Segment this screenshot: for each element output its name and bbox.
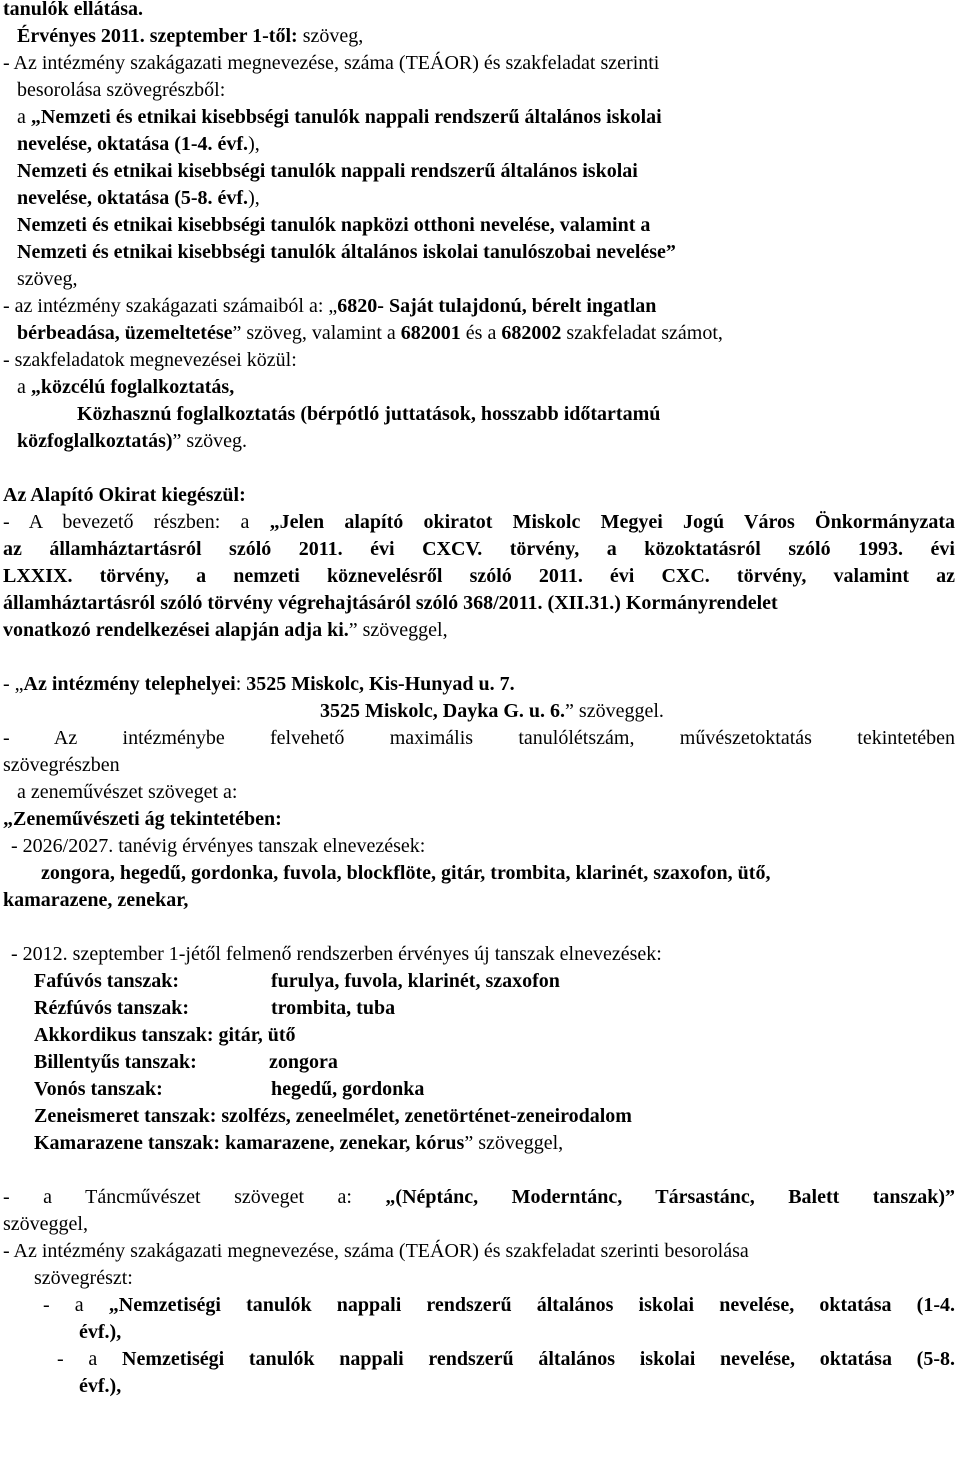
text-line xyxy=(3,752,120,779)
bold-text: „Nemzetiségi tanulók nappali rendszerű általános iskolai nevelése, oktatása (1-4. xyxy=(108,1294,955,1316)
bold-text: Rézfúvós tanszak: xyxy=(34,997,189,1019)
text-line xyxy=(17,266,78,293)
text: - 2026/2027. tanévig érvényes tanszak elnevezések: xyxy=(11,835,426,857)
text: besorolása szövegrészből: xyxy=(17,79,226,101)
text-line xyxy=(3,806,282,833)
bold-text: Billentyűs tanszak: xyxy=(34,1051,197,1073)
text-line xyxy=(17,104,662,131)
bold-text: „Nemzeti és etnikai kisebbségi tanulók nappali rendszerű általános iskolai xyxy=(30,106,662,128)
text: szövegrészben xyxy=(3,754,120,776)
text-line xyxy=(34,1103,632,1130)
text-line xyxy=(17,428,247,455)
text-line xyxy=(11,833,425,860)
text: - a xyxy=(43,1294,109,1316)
text-line xyxy=(3,482,246,509)
bold-text: hegedű, gordonka xyxy=(271,1078,425,1100)
bold-text: nevelése, oktatása (5-8. évf. xyxy=(17,187,249,209)
text-line xyxy=(3,887,188,914)
text: a xyxy=(17,376,31,398)
bold-text: zongora xyxy=(269,1051,338,1073)
text-line xyxy=(3,509,955,536)
text-line xyxy=(320,698,664,725)
bold-text: kamarazene, zenekar, xyxy=(3,889,189,911)
text-line xyxy=(3,1184,955,1211)
bold-text: az államháztartásról szóló 2011. évi CXCV. törvény, a közoktatásról szóló 1993. évi xyxy=(3,538,955,560)
bold-text: „Jelen alapító okiratot Miskolc Megyei Jogú Város Önkormányzata xyxy=(269,511,956,533)
text: a zeneművészet szöveget a: xyxy=(17,781,238,803)
text: - a Táncművészet szöveget a: xyxy=(3,1186,386,1208)
text-line xyxy=(77,401,660,428)
text: - 2012. szeptember 1-jétől felmenő rendszerben érvényes új tanszak elnevezések: xyxy=(11,943,662,965)
text-line xyxy=(17,158,638,185)
text: és a xyxy=(460,322,502,344)
bold-text: bérbeadása, üzemeltetése xyxy=(17,322,233,344)
text-line xyxy=(3,347,297,374)
bold-text: évf.), xyxy=(79,1375,122,1397)
text-line xyxy=(17,779,237,806)
bold-text: Fafúvós tanszak: xyxy=(34,970,180,992)
bold-text: Az intézmény telephelyei xyxy=(23,673,236,695)
text-line xyxy=(17,320,723,347)
text: - az intézmény szakágazati számaiból a: „ xyxy=(3,295,338,317)
bold-text: Nemzeti és etnikai kisebbségi tanulók általános iskolai tanulószobai nevelése” xyxy=(17,241,676,263)
text: - Az intézmény szakágazati megnevezése, száma (TEÁOR) és szakfeladat szerinti besorolása xyxy=(3,1240,749,1262)
text-line xyxy=(17,374,234,401)
bold-text: tanulók ellátása. xyxy=(3,0,144,20)
text-line xyxy=(271,968,560,995)
bold-text: Nemzeti és etnikai kisebbségi tanulók nappali rendszerű általános iskolai xyxy=(17,160,638,182)
text: - szakfeladatok megnevezései közül: xyxy=(3,349,297,371)
text: szövegrészt: xyxy=(34,1267,133,1289)
text-line xyxy=(17,239,676,266)
text-line xyxy=(17,23,363,50)
bold-text: Nemzetiségi tanulók nappali rendszerű általános iskolai nevelése, oktatása (5-8. xyxy=(122,1348,955,1370)
text-line xyxy=(3,536,955,563)
bold-text: Vonós tanszak: xyxy=(34,1078,163,1100)
bold-text: 6820- Saját tulajdonú, bérelt ingatlan xyxy=(337,295,657,317)
text: ” szöveg, valamint a xyxy=(232,322,401,344)
text-line xyxy=(34,1130,563,1157)
text-line xyxy=(3,671,515,698)
bold-text: „Zeneművészeti ág tekintetében: xyxy=(3,808,282,830)
text-line xyxy=(43,1292,955,1319)
text: - Az intézménybe felvehető maximális tanulólétszám, művészetoktatás tekintetében xyxy=(3,727,955,749)
bold-text: 682001 xyxy=(400,322,461,344)
text-line xyxy=(17,131,260,158)
text-line xyxy=(3,50,659,77)
bold-text: Kamarazene tanszak: kamarazene, zenekar, kórus xyxy=(34,1132,465,1154)
text: ” szöveggel. xyxy=(565,700,664,722)
bold-text: évf.), xyxy=(79,1321,122,1343)
text-line xyxy=(79,1319,121,1346)
text-line xyxy=(3,725,955,752)
text-line xyxy=(3,617,448,644)
text-line xyxy=(3,293,656,320)
text: ), xyxy=(248,133,260,155)
text-line xyxy=(3,1238,749,1265)
bold-text: közfoglalkoztatás) xyxy=(17,430,173,452)
text-line xyxy=(34,1076,163,1103)
text: - A bevezető részben: a xyxy=(3,511,270,533)
text-line xyxy=(79,1373,121,1400)
bold-text: Zeneismeret tanszak: szolfézs, zeneelmélet, zenetörténet-zeneirodalom xyxy=(34,1105,632,1127)
text-line xyxy=(34,1049,197,1076)
text: ” szöveggel, xyxy=(464,1132,564,1154)
text-line xyxy=(3,0,143,23)
bold-text: Akkordikus tanszak: gitár, ütő xyxy=(34,1024,296,1046)
bold-text: furulya, fuvola, klarinét, szaxofon xyxy=(271,970,560,992)
text: - „ xyxy=(3,673,24,695)
text: a xyxy=(17,106,31,128)
bold-text: Érvényes 2011. szeptember 1-től: xyxy=(17,25,298,47)
text-line xyxy=(271,1076,424,1103)
text-line xyxy=(11,941,662,968)
text: szöveg, xyxy=(17,268,78,290)
text-line xyxy=(17,185,260,212)
text: szakfeladat számot, xyxy=(561,322,723,344)
bold-text: Az Alapító Okirat kiegészül: xyxy=(3,484,246,506)
bold-text: Nemzeti és etnikai kisebbségi tanulók napközi otthoni nevelése, valamint a xyxy=(17,214,651,236)
text-line xyxy=(3,590,778,617)
bold-text: vonatkozó rendelkezései alapján adja ki. xyxy=(3,619,349,641)
bold-text: zongora, hegedű, gordonka, fuvola, blockflöte, gitár, trombita, klarinét, szaxofon, ütő, xyxy=(41,862,771,884)
text-line xyxy=(34,1022,296,1049)
text: szöveggel, xyxy=(3,1213,88,1235)
text-line xyxy=(269,1049,338,1076)
bold-text: 682002 xyxy=(501,322,562,344)
text: - a xyxy=(57,1348,122,1370)
text: ” szöveggel, xyxy=(348,619,448,641)
text: szöveg, xyxy=(297,25,364,47)
text-line xyxy=(17,77,225,104)
bold-text: „közcélú foglalkoztatás, xyxy=(30,376,235,398)
text-line xyxy=(271,995,395,1022)
text: - Az intézmény szakágazati megnevezése, száma (TEÁOR) és szakfeladat szerinti xyxy=(3,52,660,74)
text: : xyxy=(235,673,247,695)
bold-text: Közhasznú foglalkoztatás (bérpótló juttatások, hosszabb időtartamú xyxy=(77,403,661,425)
text-line xyxy=(17,212,650,239)
bold-text: 3525 Miskolc, Kis-Hunyad u. 7. xyxy=(246,673,515,695)
bold-text: LXXIX. törvény, a nemzeti köznevelésről szóló 2011. évi CXC. törvény, valamint az xyxy=(3,565,955,587)
text-line xyxy=(34,1265,133,1292)
text-line xyxy=(34,995,189,1022)
bold-text: nevelése, oktatása (1-4. évf. xyxy=(17,133,249,155)
text-line xyxy=(34,968,179,995)
text-line xyxy=(3,563,955,590)
text-line xyxy=(41,860,770,887)
bold-text: trombita, tuba xyxy=(271,997,396,1019)
bold-text: államháztartásról szóló törvény végrehajtásáról szóló 368/2011. (XII.31.) Kormányrendelet xyxy=(3,592,778,614)
bold-text: 3525 Miskolc, Dayka G. u. 6. xyxy=(320,700,566,722)
text-line xyxy=(3,1211,88,1238)
text: ” szöveg. xyxy=(172,430,247,452)
bold-text: „(Néptánc, Moderntánc, Társastánc, Balett tanszak)” xyxy=(385,1186,955,1208)
text: ), xyxy=(248,187,260,209)
text-line xyxy=(57,1346,955,1373)
